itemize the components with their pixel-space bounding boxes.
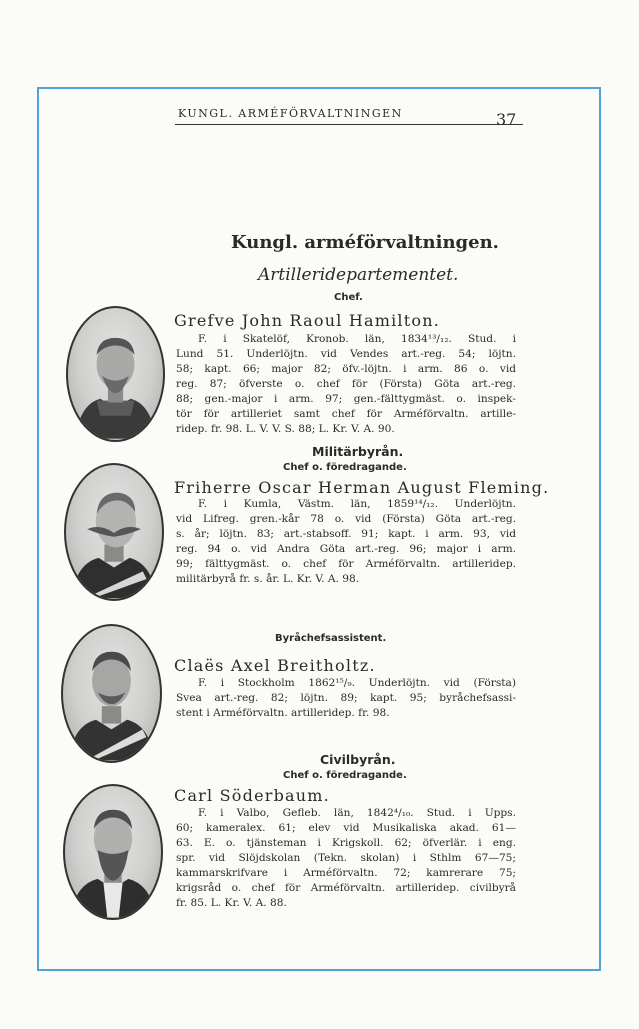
bio-line: tör för artilleriet samt chef för Arméförvaltn. artille- bbox=[176, 408, 516, 420]
bio-line: Svea art.-reg. 82; löjtn. 89; kapt. 95; byråchefsassi- bbox=[176, 692, 516, 704]
bio-line: reg. 94 o. vid Andra Göta art.-reg. 96; major i arm. bbox=[176, 543, 516, 555]
bio-line: F. i Kumla, Västm. län, 1859¹⁴/₁₂. Underlöjtn. bbox=[198, 498, 516, 510]
bio-line: militärbyrå fr. s. år. L. Kr. V. A. 98. bbox=[176, 573, 360, 585]
biography-soderbaum bbox=[176, 806, 516, 911]
portrait-soderbaum bbox=[63, 784, 163, 920]
bio-line: F. i Stockholm 1862¹⁵/₉. Underlöjtn. vid (Första) bbox=[198, 677, 516, 689]
portrait-fleming bbox=[64, 463, 164, 601]
bio-line: 58; kapt. 66; major 82; öfv.-löjtn. i arm. 86 o. vid bbox=[176, 363, 516, 375]
bio-line: fr. 85. L. Kr. V. A. 88. bbox=[176, 897, 287, 909]
page-title: Kungl. arméförvaltningen. bbox=[231, 232, 499, 253]
bio-line: stent i Arméförvaltn. artilleridep. fr. 98. bbox=[176, 707, 390, 719]
person-name-soderbaum: Carl Söderbaum. bbox=[174, 786, 330, 805]
biography-breitholtz bbox=[176, 676, 516, 721]
bio-line: s. år; löjtn. 83; art.-stabsoff. 91; kapt. i arm. 93, vid bbox=[176, 528, 516, 540]
department-subtitle: Artilleridepartementet. bbox=[258, 265, 459, 285]
bio-line: Lund 51. Underlöjtn. vid Vendes art.-reg. 54; löjtn. bbox=[176, 348, 516, 360]
page-number: 37 bbox=[496, 110, 517, 129]
biography-fleming bbox=[176, 497, 516, 587]
bio-line: 99; fälttygmäst. o. chef för Arméförvaltn. artilleridep. bbox=[176, 558, 516, 570]
role-label-chef-foredragande: Chef o. föredragande. bbox=[283, 462, 407, 473]
portrait-hamilton bbox=[66, 306, 165, 442]
dept-heading-civilbyran: Civilbyrån. bbox=[320, 752, 396, 767]
bio-line: F. i Valbo, Gefleb. län, 1842⁴/₁₀. Stud. i Upps. bbox=[198, 807, 516, 819]
person-name-breitholtz: Claës Axel Breitholtz. bbox=[174, 656, 376, 675]
role-label-byrachefsassistent: Byråchefsassistent. bbox=[275, 633, 387, 644]
person-name-hamilton: Grefve John Raoul Hamilton. bbox=[174, 311, 441, 330]
bio-line: F. i Skatelöf, Kronob. län, 1834¹³/₁₂. Stud. i bbox=[198, 333, 516, 345]
role-label-chef: Chef. bbox=[334, 292, 363, 303]
bio-line: 63. E. o. tjänsteman i Krigskoll. 62; öfverlär. i eng. bbox=[176, 837, 516, 849]
running-header: KUNGL. ARMÉFÖRVALTNINGEN bbox=[178, 107, 403, 120]
bio-line: vid Lifreg. gren.-kår 78 o. vid (Första) Göta art.-reg. bbox=[176, 513, 516, 525]
header-rule bbox=[175, 124, 523, 125]
bio-line: kammarskrifvare i Arméförvaltn. 72; kamrerare 75; bbox=[176, 867, 516, 879]
bio-line: 60; kameralex. 61; elev vid Musikaliska akad. 61— bbox=[176, 822, 516, 834]
portrait-breitholtz bbox=[61, 624, 162, 763]
role-label-chef-foredragande-civil: Chef o. föredragande. bbox=[283, 770, 407, 781]
person-name-fleming: Friherre Oscar Herman August Fleming. bbox=[174, 478, 550, 497]
bio-line: krigsråd o. chef för Arméförvaltn. artilleridep. civilbyrå bbox=[176, 882, 516, 894]
bio-line: reg. 87; öfverste o. chef för (Första) Göta art.-reg. bbox=[176, 378, 516, 390]
bio-line: 88; gen.-major i arm. 97; gen.-fälttygmäst. o. inspek- bbox=[176, 393, 516, 405]
dept-heading-militarbyran: Militärbyrån. bbox=[312, 444, 404, 459]
biography-hamilton bbox=[176, 332, 516, 437]
bio-line: spr. vid Slöjdskolan (Tekn. skolan) i Sthlm 67—75; bbox=[176, 852, 516, 864]
bio-line: ridep. fr. 98. L. V. V. S. 88; L. Kr. V. A. 90. bbox=[176, 423, 395, 435]
